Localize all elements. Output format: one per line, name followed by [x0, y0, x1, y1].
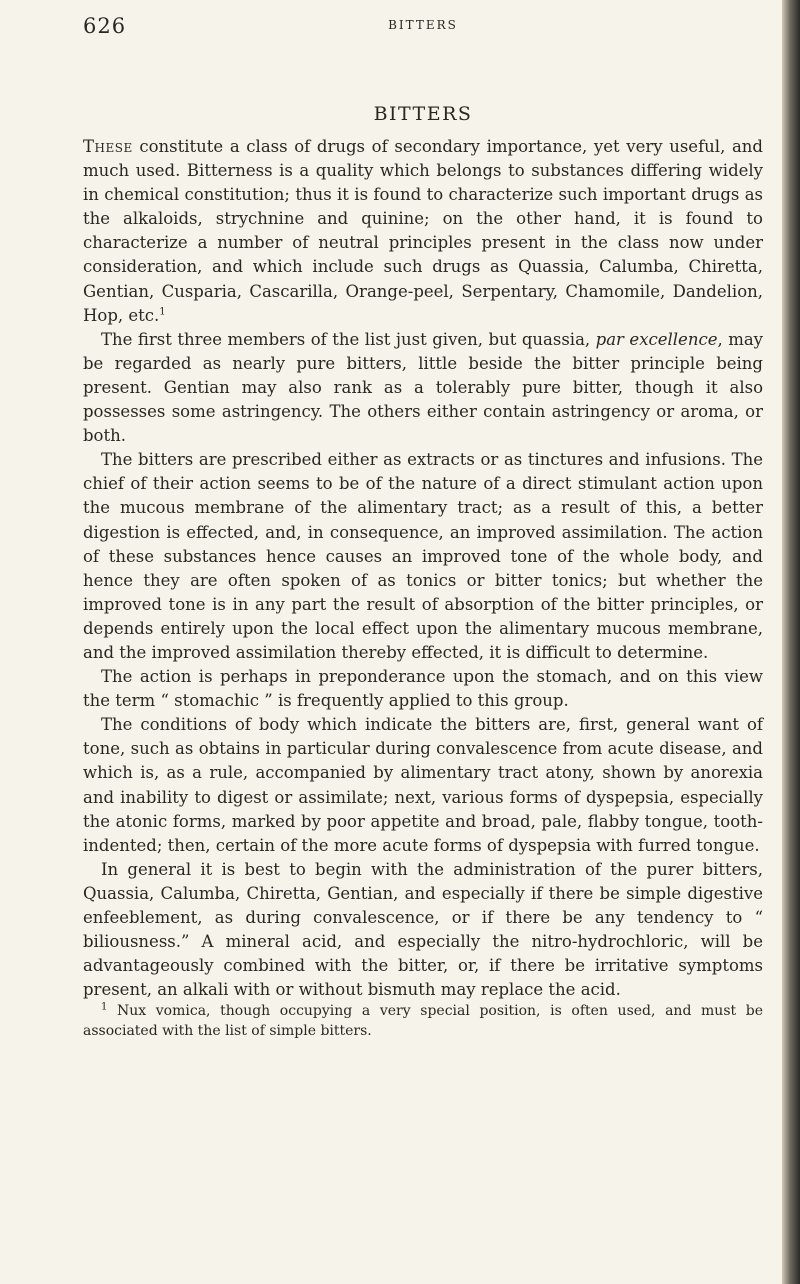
page-header — [83, 12, 763, 48]
paragraph-text: The first three members of the list just given, but quassia, — [101, 329, 596, 349]
paragraph-text: , may be regarded as nearly pure bitters, little beside the bitter principle being present. Gentian may also rank as a tolerably pure bitter, though it also possesses some astringency. The others either contain astringency or aroma, or both. — [83, 329, 764, 446]
page-number: 626 — [83, 14, 127, 38]
footnote-text: Nux vomica, though occupying a very special position, is often used, and must be associated with the list of simple bitters. — [83, 1003, 763, 1039]
footnote-mark: 1 — [101, 1001, 108, 1013]
paragraph: In general it is best to begin with the administration of the purer bitters, Quassia, Calumba, Chiretta, Gentian, and especially if there be simple digestive enfeeblement, as during convalescence, or if there be any tendency to “ biliousness.” A mineral acid, and especially the nitro-hydrochloric, will be advantageously combined with the bitter, or, if there be irritative symptoms present, an alkali with or without bismuth may replace the acid. — [83, 859, 763, 1000]
paragraph — [83, 328, 763, 448]
body-text — [83, 135, 763, 1002]
section-title: BITTERS — [373, 103, 473, 125]
footnote — [83, 1001, 763, 1041]
footnote-reference: 1 — [159, 306, 166, 318]
paragraph: The conditions of body which indicate the bitters are, first, general want of tone, such as obtains in particular during convalescence from acute disease, and which is, as a rule, accompanied by alimentary tract atony, shown by anorexia and inability to digest or assimilate; next, various forms of dyspepsia, especially the atonic forms, marked by poor appetite and broad, pale, flabby tongue, tooth-indented; then, certain of the more acute forms of dyspepsia with furred tongue. — [83, 715, 763, 855]
paragraph: The bitters are prescribed either as extracts or as tinctures and infusions. The chief of their action seems to be of the nature of a direct stimulant action upon the mucous membrane of the alimentary tract; as a result of this, a better digestion is effected, and, in consequence, an improved assimilation. The action of these substances hence causes an improved tone of the whole body, and hence they are often spoken of as tonics or bitter tonics; but whether the improved tone is in any part the result of absorption of the bitter principles, or depends entirely upon the local effect upon the alimentary mucous membrane, and the improved assimilation thereby effected, it is difficult to determine. — [83, 450, 763, 662]
page-edge-shadow — [782, 0, 800, 1284]
paragraph: The action is perhaps in preponderance upon the stomach, and on this view the term “ stomachic ” is frequently applied to this group. — [83, 667, 763, 711]
lead-word: These — [83, 137, 133, 156]
italic-phrase: par excellence — [595, 329, 718, 349]
paragraph-text: constitute a class of drugs of secondary importance, yet very useful, and much used. Bitterness is a quality which belongs to substances differing widely in chemical constitution; thus it is found to characterize such important drugs as the alkaloids, strychnine and quinine; on the other hand, it is found to characterize a number of neutral principles present in the class now under consideration, and which include such drugs as Quassia, Calumba, Chiretta, Gentian, Cusparia, Cascarilla, Orange-peel, Serpentary, Chamomile, Dandelion, Hop, etc. — [83, 137, 763, 325]
running-head: BITTERS — [388, 18, 458, 32]
paragraph — [83, 135, 763, 328]
